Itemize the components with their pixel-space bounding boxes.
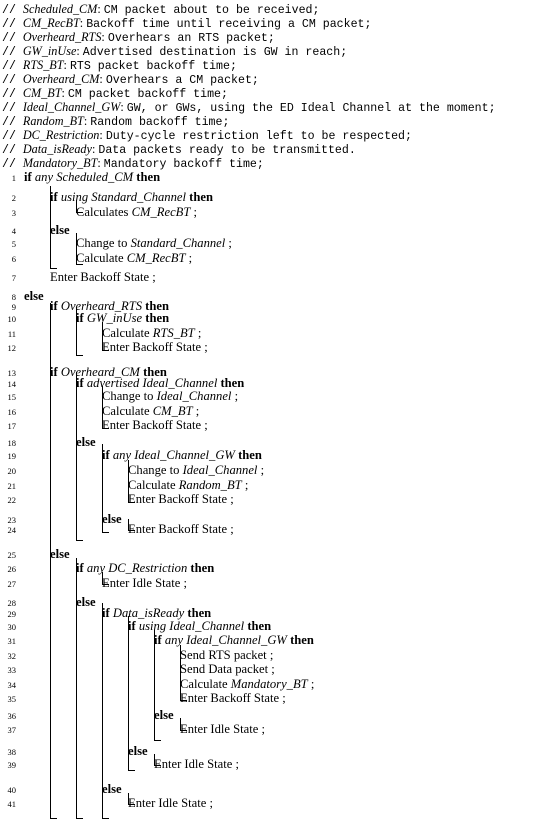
algorithm-line [128, 522, 234, 536]
comment-marker: // [2, 116, 23, 129]
block-end-tick [154, 765, 161, 766]
identifier: any Scheduled_CM [34, 170, 134, 184]
line-number: 10 [7, 314, 16, 324]
block-rule [128, 460, 129, 502]
algorithm-line [128, 463, 264, 477]
comment-colon: : [63, 58, 70, 72]
keyword: then [145, 311, 170, 325]
algorithm-line [24, 289, 44, 303]
block-end-tick [102, 350, 109, 351]
algorithm-line [76, 205, 197, 219]
comment-description: Random backoff time; [90, 116, 230, 129]
line-number: 28 [7, 598, 16, 608]
block-end-tick [50, 818, 57, 819]
comment-variable: Overheard_RTS [22, 30, 102, 44]
comment-description: CM packet about to be received; [103, 4, 320, 17]
statement-text: Calculate [102, 326, 153, 340]
algorithm-line [50, 190, 213, 204]
block-end-tick [154, 740, 161, 741]
comment-variable: DC_Restriction [22, 128, 100, 142]
algorithm-line [102, 782, 122, 796]
block-rule [76, 558, 77, 818]
identifier: CM_BT [152, 404, 193, 418]
comment-marker: // [2, 32, 23, 45]
algorithm-line [76, 435, 96, 449]
algorithm-line [128, 478, 248, 492]
line-number: 27 [7, 579, 16, 589]
block-end-tick [50, 268, 57, 269]
algorithm-line [76, 561, 214, 575]
keyword: else [128, 744, 148, 758]
line-number: 23 [7, 515, 16, 525]
algorithm-line [154, 757, 239, 771]
line-number: 34 [7, 680, 16, 690]
line-number: 33 [7, 665, 16, 675]
block-rule [128, 616, 129, 770]
comment-marker: // [2, 130, 23, 143]
statement-text: ; [192, 404, 200, 418]
algorithm-line [180, 691, 286, 705]
identifier: using Standard_Channel [60, 190, 186, 204]
block-rule [154, 630, 155, 740]
comment-marker: // [2, 158, 23, 171]
algorithm-line [128, 796, 213, 810]
identifier: RTS_BT [152, 326, 195, 340]
comment-colon: : [120, 100, 127, 114]
comment-variable: Mandatory_BT [22, 156, 98, 170]
line-number: 4 [11, 226, 16, 236]
block-end-tick [128, 530, 135, 531]
algorithm-line [102, 418, 208, 432]
comment-colon: : [91, 142, 99, 156]
block-rule [76, 200, 77, 212]
algorithm-line [128, 744, 148, 758]
algorithm-line [24, 170, 160, 184]
statement-text: Change to [76, 236, 131, 250]
comment-variable: CM_BT [22, 86, 62, 100]
line-number: 38 [7, 747, 16, 757]
line-number: 36 [7, 711, 16, 721]
comment-variable: Random_BT [22, 114, 84, 128]
line-number: 40 [7, 785, 16, 795]
comment-variable: Scheduled_CM [22, 2, 98, 16]
comment-marker: // [2, 60, 23, 73]
comment-colon: : [99, 128, 106, 142]
comment-description: Advertised destination is GW in reach; [82, 46, 348, 59]
comment-colon: : [76, 44, 83, 58]
line-number: 2 [11, 193, 16, 203]
algorithm-line [76, 236, 232, 250]
algorithm-line [180, 648, 273, 662]
line-number: 9 [11, 302, 16, 312]
comment-marker: // [2, 74, 23, 87]
keyword: if [102, 606, 110, 620]
comment-description: Data packets ready to be transmitted. [98, 144, 356, 157]
comment-colon: : [97, 2, 104, 16]
block-end-tick [128, 804, 135, 805]
comment-description: Backoff time until receiving a CM packet; [86, 18, 372, 31]
keyword: then [190, 561, 215, 575]
comment-colon: : [61, 86, 68, 100]
comment-variable: Ideal_Channel_GW [22, 100, 121, 114]
identifier: Random_BT [178, 478, 242, 492]
comment-colon: : [79, 16, 87, 30]
comment-marker: // [2, 144, 23, 157]
block-end-tick [180, 730, 187, 731]
statement-text: ; [194, 326, 202, 340]
keyword: then [136, 170, 161, 184]
line-number: 39 [7, 760, 16, 770]
comment-variable: RTS_BT [22, 58, 64, 72]
comment-marker: // [2, 18, 23, 31]
block-end-tick [180, 700, 187, 701]
statement-text: Enter Backoff State ; [128, 492, 234, 506]
identifier: Data_isReady [112, 606, 185, 620]
statement-text: ; [185, 251, 193, 265]
statement-text: Enter Backoff State ; [102, 340, 208, 354]
line-number: 12 [7, 343, 16, 353]
identifier: Ideal_Channel [182, 463, 258, 477]
algorithm-line [102, 576, 187, 590]
line-number: 29 [7, 609, 16, 619]
identifier: any Ideal_Channel_GW [164, 633, 287, 647]
line-number: 31 [7, 636, 16, 646]
block-end-tick [102, 584, 109, 585]
statement-text: Enter Idle State ; [102, 576, 187, 590]
algorithm-line [50, 223, 70, 237]
statement-text: Calculate [76, 251, 127, 265]
keyword: if [76, 311, 84, 325]
statement-text: Change to [102, 389, 157, 403]
statement-text: ; [225, 236, 232, 250]
statement-text: Change to [128, 463, 183, 477]
keyword: if [24, 170, 32, 184]
block-end-tick [76, 264, 83, 265]
keyword: if [50, 365, 58, 379]
comment-marker: // [2, 88, 23, 101]
block-rule [128, 519, 129, 530]
comment-description: GW, or GWs, using the ED Ideal Channel at the moment; [126, 102, 496, 115]
algorithm-line [102, 606, 211, 620]
keyword: if [128, 619, 136, 633]
algorithm-line [180, 722, 265, 736]
block-rule [180, 645, 181, 700]
block-rule [180, 718, 181, 730]
line-number: 30 [7, 622, 16, 632]
line-number: 32 [7, 651, 16, 661]
keyword: if [76, 376, 84, 390]
statement-text: ; [307, 677, 315, 691]
algorithm-line [102, 448, 262, 462]
identifier: using Ideal_Channel [138, 619, 245, 633]
comment-variable: CM_RecBT [22, 16, 80, 30]
block-end-tick [76, 818, 83, 819]
statement-text: ; [241, 478, 249, 492]
line-number: 20 [7, 466, 16, 476]
block-end-tick [76, 212, 83, 213]
statement-text: Enter Idle State ; [180, 722, 265, 736]
keyword: then [145, 299, 169, 313]
line-number: 7 [11, 273, 16, 283]
block-rule [128, 793, 129, 804]
identifier: any DC_Restriction [86, 561, 188, 575]
line-number: 8 [11, 292, 16, 302]
statement-text: Enter Backoff State ; [128, 522, 234, 536]
identifier: Ideal_Channel [156, 389, 232, 403]
keyword: then [143, 365, 167, 379]
statement-text: Calculates [76, 205, 132, 219]
line-number: 13 [7, 368, 16, 378]
keyword: else [102, 512, 122, 526]
line-number: 41 [7, 799, 16, 809]
line-number: 19 [7, 451, 16, 461]
keyword: if [102, 448, 110, 462]
comment-description: Mandatory backoff time; [103, 158, 264, 171]
line-number: 35 [7, 694, 16, 704]
comment-variable: GW_inUse [22, 44, 77, 58]
keyword: else [154, 708, 174, 722]
line-number: 1 [11, 173, 16, 183]
identifier: CM_RecBT [126, 251, 186, 265]
line-number: 3 [11, 208, 16, 218]
algorithm-line [50, 547, 70, 561]
block-end-tick [128, 502, 135, 503]
line-number: 6 [11, 254, 16, 264]
block-rule [102, 386, 103, 428]
algorithm-line [180, 662, 275, 676]
algorithm-line [154, 633, 314, 647]
comment-description: Duty-cycle restriction left to be respected; [105, 130, 412, 143]
algorithm-line [180, 677, 314, 691]
line-number: 5 [11, 239, 16, 249]
block-end-tick [102, 818, 109, 819]
statement-text: ; [257, 463, 265, 477]
statement-text: Send Data packet ; [180, 662, 275, 676]
statement-text: Calculate [102, 404, 153, 418]
identifier: GW_inUse [86, 311, 143, 325]
keyword: then [247, 619, 272, 633]
keyword: else [50, 547, 70, 561]
identifier: CM_RecBT [131, 205, 191, 219]
block-rule [50, 303, 51, 818]
line-number: 21 [7, 481, 16, 491]
comment-marker: // [2, 4, 23, 17]
algorithm-line [102, 512, 122, 526]
comment-description: Overhears a CM packet; [105, 74, 259, 87]
algorithm-line [128, 492, 234, 506]
block-end-tick [102, 532, 109, 533]
algorithm-line [102, 340, 208, 354]
block-rule [50, 186, 51, 268]
algorithm-line [102, 404, 199, 418]
block-rule [76, 233, 77, 264]
keyword: then [189, 190, 213, 204]
comment-colon: : [101, 30, 108, 44]
comment-marker: // [2, 102, 23, 115]
algorithm-line [76, 595, 96, 609]
comment-description: RTS packet backoff time; [69, 60, 237, 73]
line-number: 14 [7, 379, 16, 389]
keyword: else [76, 595, 96, 609]
statement-text: Enter Backoff State ; [50, 270, 156, 284]
keyword: else [50, 223, 70, 237]
line-number: 24 [7, 525, 16, 535]
keyword: then [238, 448, 262, 462]
line-number: 26 [7, 564, 16, 574]
keyword: if [50, 299, 58, 313]
algorithm-line [50, 270, 156, 284]
algorithm-line [76, 311, 169, 325]
keyword: if [76, 561, 84, 575]
line-number: 37 [7, 725, 16, 735]
statement-text: ; [190, 205, 198, 219]
line-number: 15 [7, 392, 16, 402]
block-rule [102, 603, 103, 818]
identifier: Mandatory_BT [230, 677, 308, 691]
identifier: Overheard_CM [60, 365, 140, 379]
block-rule [102, 572, 103, 584]
comment-colon: : [83, 114, 91, 128]
comment-variable: Data_isReady [22, 142, 92, 156]
statement-text: Calculate [180, 677, 231, 691]
algorithm-line [128, 619, 271, 633]
statement-text: Enter Idle State ; [154, 757, 239, 771]
line-number: 11 [7, 329, 16, 339]
line-number: 16 [7, 407, 16, 417]
block-end-tick [76, 355, 83, 356]
algorithm-line [154, 708, 174, 722]
statement-text: Enter Backoff State ; [180, 691, 286, 705]
statement-text: Enter Backoff State ; [102, 418, 208, 432]
block-end-tick [128, 770, 135, 771]
algorithm-line [102, 326, 201, 340]
algorithm-line [76, 251, 192, 265]
block-end-tick [76, 540, 83, 541]
keyword: else [76, 435, 96, 449]
comment-description: Overhears an RTS packet; [107, 32, 275, 45]
statement-text: Calculate [128, 478, 179, 492]
statement-text: ; [231, 389, 239, 403]
identifier: Overheard_RTS [60, 299, 143, 313]
block-rule [154, 754, 155, 765]
keyword: else [24, 289, 44, 303]
identifier: advertised Ideal_Channel [86, 376, 218, 390]
block-rule [102, 444, 103, 532]
block-rule [76, 372, 77, 540]
line-number: 17 [7, 421, 16, 431]
block-end-tick [102, 428, 109, 429]
keyword: then [290, 633, 314, 647]
keyword: else [102, 782, 122, 796]
keyword: if [50, 190, 58, 204]
comment-colon: : [97, 156, 104, 170]
statement-text: Send RTS packet ; [180, 648, 274, 662]
line-number: 22 [7, 495, 16, 505]
comment-colon: : [99, 72, 106, 86]
line-number: 18 [7, 438, 16, 448]
line-number: 25 [7, 550, 16, 560]
identifier: Standard_Channel [130, 236, 226, 250]
comment-variable: Overheard_CM [22, 72, 100, 86]
statement-text: Enter Idle State ; [128, 796, 213, 810]
block-rule [76, 307, 77, 355]
comment-marker: // [2, 46, 23, 59]
identifier: any Ideal_Channel_GW [112, 448, 235, 462]
block-rule [102, 322, 103, 350]
keyword: then [187, 606, 212, 620]
comment-description: CM packet backoff time; [67, 88, 228, 101]
algorithm-line [102, 389, 238, 403]
keyword: if [154, 633, 162, 647]
keyword: then [220, 376, 245, 390]
